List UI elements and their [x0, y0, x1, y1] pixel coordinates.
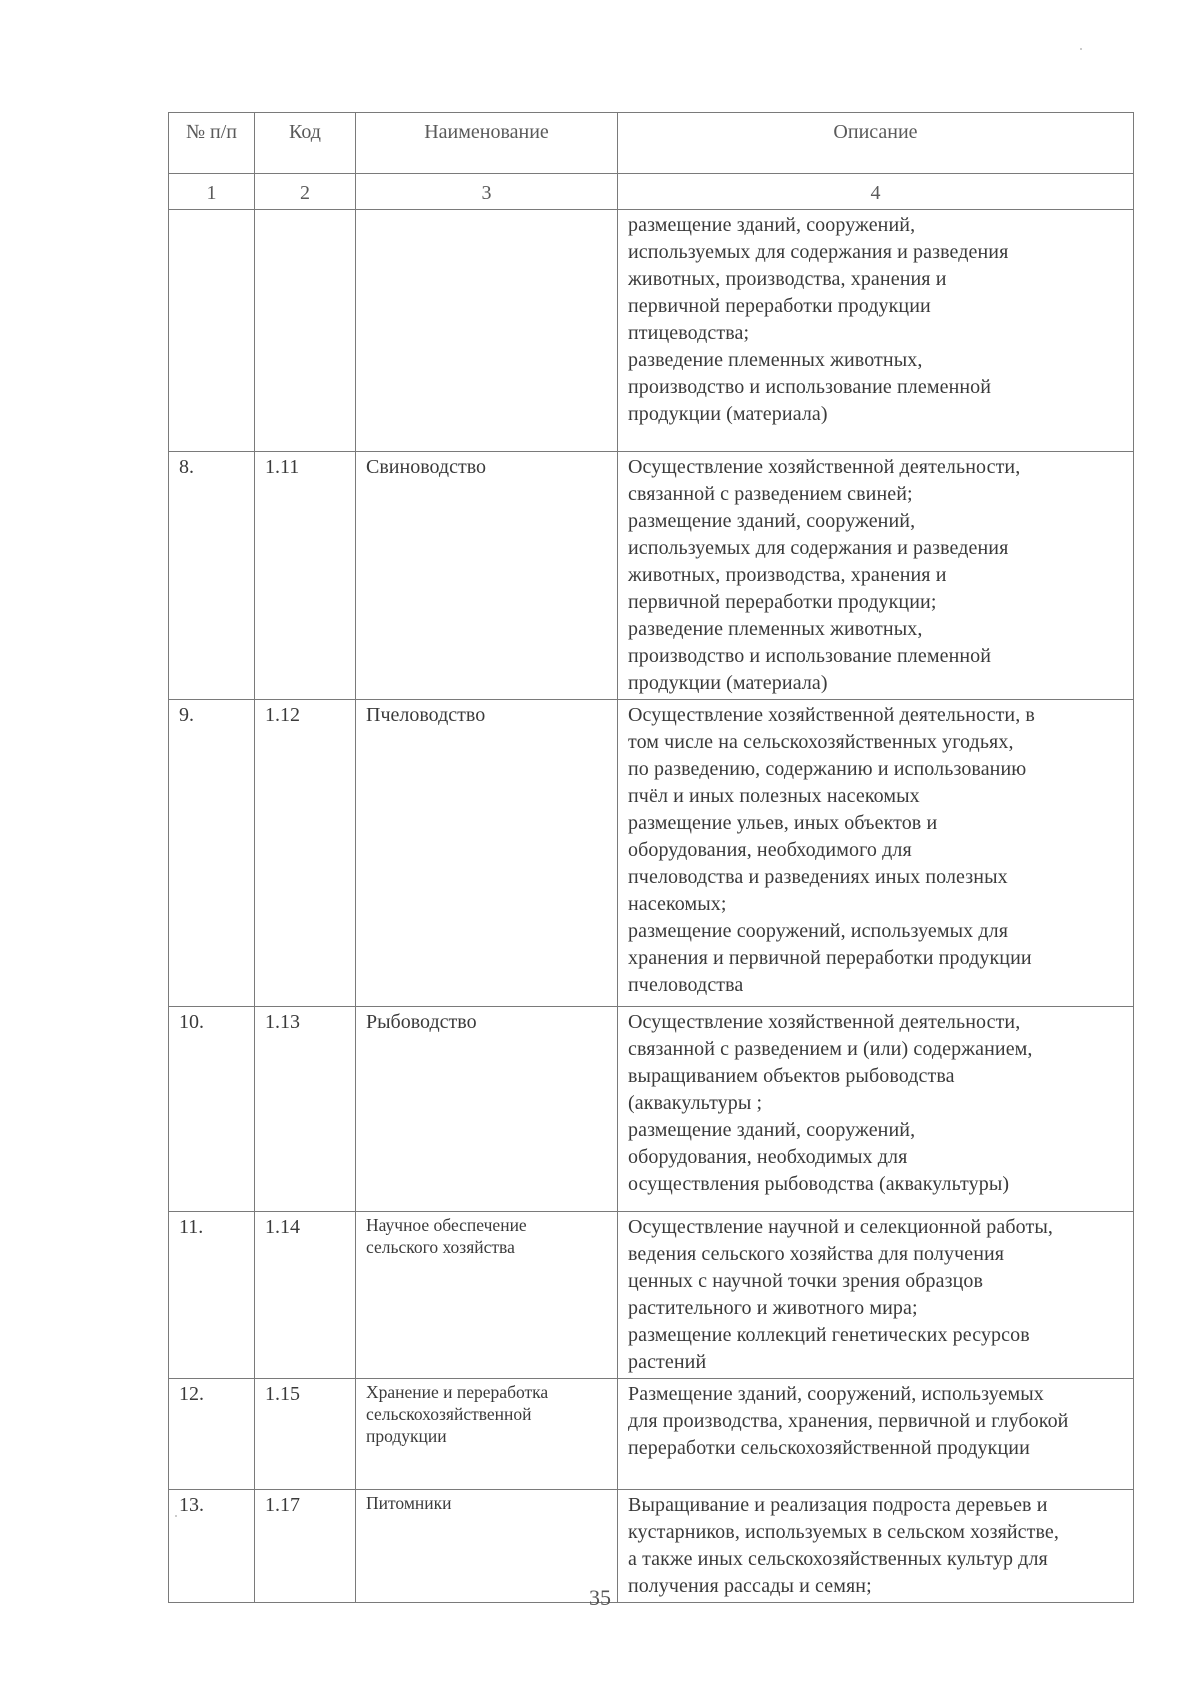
description-line: хранения и первичной переработки продукции [628, 947, 1032, 969]
page-number: 35 [589, 1585, 611, 1610]
description-line: продукции (материала) [628, 672, 828, 694]
description-line: связанной с разведением и (или) содержанием, [628, 1038, 1033, 1060]
description-line: Размещение зданий, сооружений, используемых [628, 1383, 1044, 1405]
table-row [169, 1379, 1134, 1490]
description-line: пчеловодства и разведениях иных полезных [628, 866, 1008, 888]
description-line: (аквакультуры ; [628, 1092, 763, 1114]
column-number-1: 1 [169, 174, 255, 210]
table-row [169, 1212, 1134, 1379]
table-row [169, 700, 1134, 1007]
description-line: первичной переработки продукции; [628, 591, 937, 613]
column-number-2: 2 [255, 174, 356, 210]
description-line: а также иных сельскохозяйственных культур для [628, 1548, 1048, 1570]
header-description: Описание [618, 113, 1134, 174]
land-use-table [168, 112, 1134, 1603]
scan-speck [175, 1515, 177, 1517]
description-line: ценных с научной точки зрения образцов [628, 1270, 984, 1292]
name-line: Научное обеспечение [366, 1215, 527, 1235]
code-cell: 1.17 [255, 1490, 356, 1603]
description-line: разведение племенных животных, [628, 349, 923, 371]
description-line: животных, производства, хранения и [628, 564, 947, 586]
header-name: Наименование [356, 113, 618, 174]
description-line: разведение племенных животных, [628, 618, 923, 640]
description-cell [618, 452, 1134, 700]
description-line: первичной переработки продукции [628, 295, 931, 317]
description-line: ведения сельского хозяйства для получения [628, 1243, 1005, 1265]
name-line: сельского хозяйства [366, 1237, 515, 1257]
description-line: размещение зданий, сооружений, [628, 1119, 916, 1141]
code-cell: 1.15 [255, 1379, 356, 1490]
description-line: получения рассады и семян; [628, 1575, 872, 1597]
description-line: оборудования, необходимых для [628, 1146, 908, 1168]
name-cell [356, 1379, 618, 1490]
row-number-cell: 8. [169, 452, 255, 700]
name-cell [356, 1212, 618, 1379]
row-number-cell: 12. [169, 1379, 255, 1490]
description-line: животных, производства, хранения и [628, 268, 947, 290]
description-line: используемых для содержания и разведения [628, 537, 1009, 559]
description-line: для производства, хранения, первичной и глубокой [628, 1410, 1069, 1432]
name-line: Хранение и переработка [366, 1382, 549, 1402]
code-cell: 1.13 [255, 1007, 356, 1212]
code-cell [255, 210, 356, 452]
description-line: том числе на сельскохозяйственных угодьях, [628, 731, 1014, 753]
name-line: сельскохозяйственной [366, 1404, 532, 1424]
table-body [169, 210, 1134, 1603]
code-cell: 1.11 [255, 452, 356, 700]
description-line: растений [628, 1351, 707, 1373]
description-line: пчеловодства [628, 974, 744, 996]
description-line: растительного и животного мира; [628, 1297, 918, 1319]
name-line: продукции [366, 1426, 447, 1446]
column-number-3: 3 [356, 174, 618, 210]
description-line: Осуществление хозяйственной деятельности, [628, 1011, 1021, 1033]
description-cell [618, 1379, 1134, 1490]
table-row [169, 452, 1134, 700]
description-line: размещение ульев, иных объектов и [628, 812, 938, 834]
description-cell [618, 1007, 1134, 1212]
description-line: размещение коллекций генетических ресурсов [628, 1324, 1030, 1346]
description-line: размещение зданий, сооружений, [628, 214, 916, 236]
description-line: Осуществление хозяйственной деятельности, в [628, 704, 1035, 726]
description-line: продукции (материала) [628, 403, 828, 425]
code-cell: 1.14 [255, 1212, 356, 1379]
name-cell: Рыбоводство [356, 1007, 618, 1212]
description-line: по разведению, содержанию и использованию [628, 758, 1027, 780]
description-line: используемых для содержания и разведения [628, 241, 1009, 263]
description-line: оборудования, необходимого для [628, 839, 912, 861]
row-number-cell: 10. [169, 1007, 255, 1212]
header-code: Код [255, 113, 356, 174]
description-cell [618, 700, 1134, 1007]
table-row [169, 210, 1134, 452]
description-line: связанной с разведением свиней; [628, 483, 913, 505]
column-number-4: 4 [618, 174, 1134, 210]
row-number-cell [169, 210, 255, 452]
description-cell [618, 210, 1134, 452]
description-line: Осуществление научной и селекционной работы, [628, 1216, 1053, 1238]
header-num: № п/п [169, 113, 255, 174]
row-number-cell: 13. [169, 1490, 255, 1603]
row-number-cell: 9. [169, 700, 255, 1007]
table-row [169, 1007, 1134, 1212]
description-line: производство и использование племенной [628, 645, 992, 667]
description-line: осуществления рыбоводства (аквакультуры) [628, 1173, 1010, 1195]
description-line: переработки сельскохозяйственной продукции [628, 1437, 1030, 1459]
description-line: выращиванием объектов рыбоводства [628, 1065, 955, 1087]
code-cell: 1.12 [255, 700, 356, 1007]
description-line: производство и использование племенной [628, 376, 992, 398]
name-cell: Пчеловодство [356, 700, 618, 1007]
description-line: Осуществление хозяйственной деятельности, [628, 456, 1021, 478]
description-line: насекомых; [628, 893, 727, 915]
name-cell [356, 210, 618, 452]
description-cell [618, 1212, 1134, 1379]
name-cell: Свиноводство [356, 452, 618, 700]
description-line: кустарников, используемых в сельском хозяйстве, [628, 1521, 1059, 1543]
description-line: пчёл и иных полезных насекомых [628, 785, 920, 807]
description-line: размещение зданий, сооружений, [628, 510, 916, 532]
scan-speck [1080, 48, 1082, 50]
row-number-cell: 11. [169, 1212, 255, 1379]
description-line: птицеводства; [628, 322, 750, 344]
description-line: размещение сооружений, используемых для [628, 920, 1009, 942]
name-line: Питомники [366, 1493, 452, 1513]
description-line: Выращивание и реализация подроста деревьев и [628, 1494, 1048, 1516]
